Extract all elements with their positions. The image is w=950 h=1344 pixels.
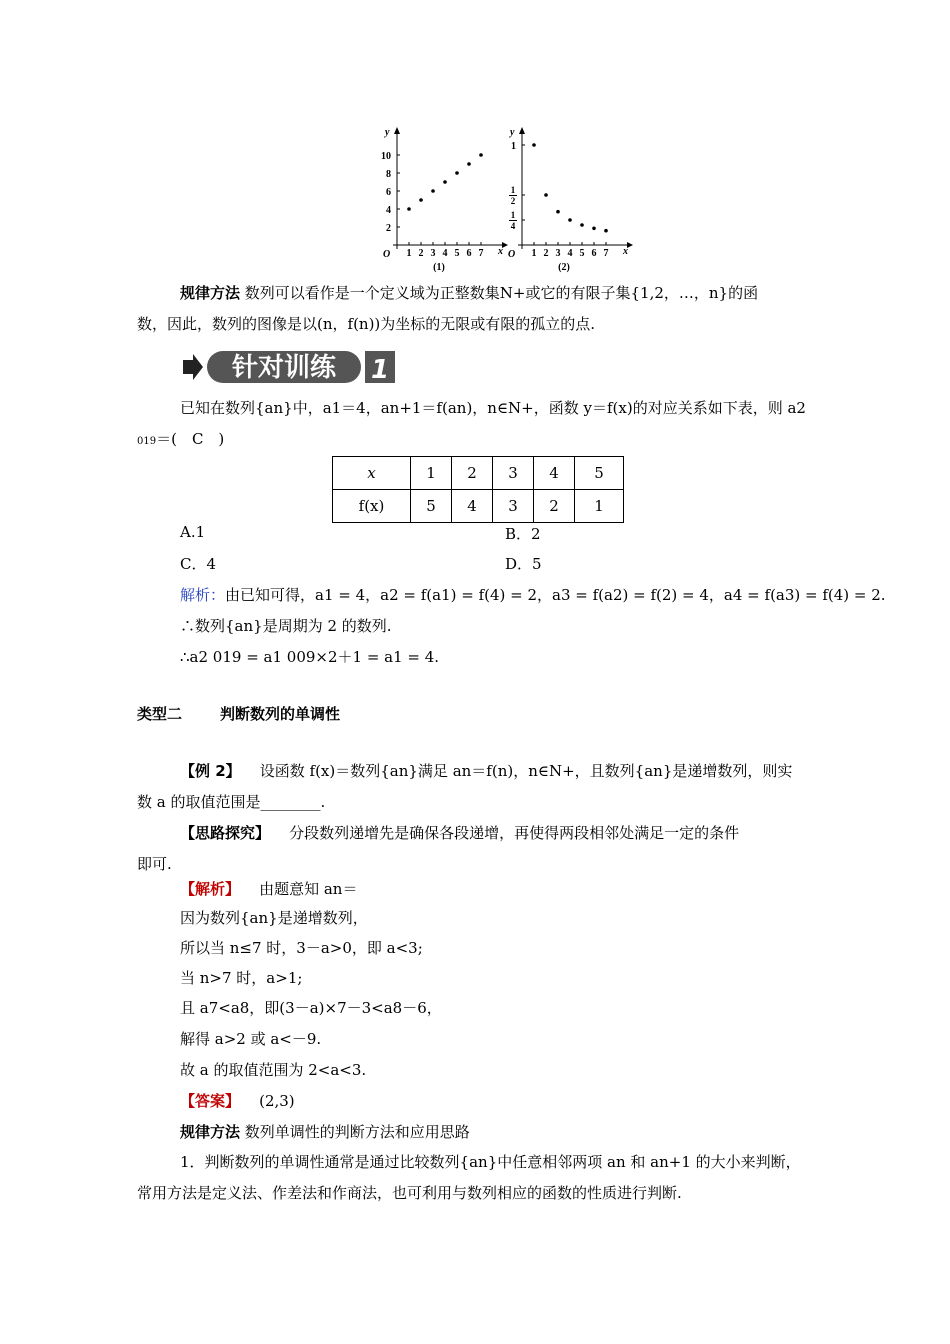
example-text: 设函数 f(x)＝数列{an}满足 an＝f(n)，n∈N+，且数列{an}是递增数列，则实 xyxy=(259,762,793,780)
x-tick-label: 4 xyxy=(567,248,573,259)
table-cell: 1 xyxy=(411,457,452,490)
exercise-answer-bracket: ＝( C ) xyxy=(156,430,225,448)
data-point xyxy=(455,171,459,175)
y-tick-label: 10 xyxy=(381,151,391,162)
y-tick-label-num: 1 xyxy=(510,185,516,195)
x-tick-label: 1 xyxy=(406,248,412,259)
table-cell: 4 xyxy=(534,457,575,490)
section-label: 类型二 xyxy=(137,705,183,723)
method2-heading xyxy=(180,1121,470,1142)
x-tick-label: 3 xyxy=(430,248,436,259)
arrow-icon xyxy=(183,354,203,380)
x-tick-label: 2 xyxy=(418,248,424,259)
data-point xyxy=(580,223,584,227)
example-line2: 数 a 的取值范围是________. xyxy=(137,793,326,811)
table-cell: 3 xyxy=(493,490,534,523)
option-a: A.1 xyxy=(180,523,206,541)
example-line1 xyxy=(180,760,792,781)
scatter-figure-1 xyxy=(365,125,510,275)
data-point xyxy=(467,162,471,166)
table-cell: 5 xyxy=(575,457,624,490)
think-line2: 即可. xyxy=(137,855,172,873)
exercise-line2 xyxy=(137,428,224,449)
x-tick-label: 5 xyxy=(454,248,460,259)
option-c: C．4 xyxy=(180,555,217,573)
analysis-line2: ∴数列{an}是周期为 2 的数列. xyxy=(180,617,392,635)
solution-line1: 因为数列{an}是递增数列， xyxy=(180,909,368,927)
option-b: B．2 xyxy=(505,525,541,543)
data-point xyxy=(479,153,483,157)
method2-title: 数列单调性的判断方法和应用思路 xyxy=(244,1123,470,1141)
analysis-line3: ∴a2 019 = a1 009×2＋1 = a1 = 4. xyxy=(180,648,440,666)
method2-p1-line1: 1．判断数列的单调性通常是通过比较数列{an}中任意相邻两项 an 和 an+1 的大小来判断， xyxy=(180,1153,801,1171)
origin-label: O xyxy=(383,249,391,260)
x-tick-label: 5 xyxy=(579,248,585,259)
y-tick-label-num: 1 xyxy=(510,210,516,220)
section-title: 判断数列的单调性 xyxy=(220,705,341,723)
function-table xyxy=(332,456,624,523)
x-axis-label: x xyxy=(623,246,628,257)
data-point xyxy=(592,227,596,231)
method-label: 规律方法 xyxy=(180,284,241,302)
solution-line3: 当 n>7 时，a>1; xyxy=(180,969,303,987)
method-text-line2: 数，因此，数列的图像是以(n，f(n))为坐标的无限或有限的孤立的点. xyxy=(137,315,596,333)
analysis-label: 解析： xyxy=(180,586,226,604)
y-axis-arrow xyxy=(394,127,400,134)
solution-text: 由题意知 an＝ xyxy=(259,880,358,898)
solution-line0 xyxy=(180,878,357,899)
table-cell: 2 xyxy=(452,457,493,490)
y-axis-arrow xyxy=(519,127,525,134)
x-tick-label: 3 xyxy=(555,248,561,259)
banner-number: 1 xyxy=(370,355,390,385)
answer-label: 【答案】 xyxy=(180,1092,241,1110)
method-paragraph xyxy=(180,282,758,303)
figure-caption: (1) xyxy=(433,262,445,273)
table-row xyxy=(333,457,624,490)
table-cell: 4 xyxy=(452,490,493,523)
analysis-text: 由已知可得，a1 = 4，a2 = f(a1) = f(4) = 2，a3 = f(a2) = f(2) = 4，a4 = f(a3) = f(4) = 2. xyxy=(225,586,886,604)
data-point xyxy=(419,198,423,202)
y-tick-label: 2 xyxy=(386,223,391,234)
analysis-line1 xyxy=(180,584,886,605)
table-cell: 1 xyxy=(575,490,624,523)
think-label: 【思路探究】 xyxy=(180,824,271,842)
x-tick-label: 6 xyxy=(591,248,597,259)
think-text: 分段数列递增先是确保各段递增，再使得两段相邻处满足一定的条件 xyxy=(289,824,740,842)
think-line1 xyxy=(180,822,739,843)
x-tick-label: 7 xyxy=(478,248,484,259)
y-tick-label-den: 4 xyxy=(510,221,516,231)
option-d: D．5 xyxy=(505,555,542,573)
answer-value: (2,3) xyxy=(259,1092,295,1110)
y-tick-label: 6 xyxy=(386,187,391,198)
exercise-subscript: 019 xyxy=(137,436,157,447)
data-point xyxy=(568,218,572,222)
solution-line5: 解得 a>2 或 a<－9. xyxy=(180,1030,322,1048)
y-tick-label: 1 xyxy=(511,141,516,152)
x-tick-label: 6 xyxy=(466,248,472,259)
training-banner xyxy=(183,348,397,386)
x-tick-label: 2 xyxy=(543,248,549,259)
data-point xyxy=(407,207,411,211)
y-tick-label: 4 xyxy=(386,205,391,216)
table-cell: 3 xyxy=(493,457,534,490)
scatter-figure-2 xyxy=(500,125,635,275)
x-axis-label: x xyxy=(498,246,503,257)
data-point xyxy=(443,180,447,184)
table-cell: f(x) xyxy=(333,490,411,523)
table-cell: 2 xyxy=(534,490,575,523)
answer-line xyxy=(180,1090,295,1111)
solution-line4: 且 a7<a8，即(3－a)×7－3<a8－6， xyxy=(180,999,442,1017)
example-label: 【例 2】 xyxy=(180,762,241,780)
data-point xyxy=(544,193,548,197)
method2-label: 规律方法 xyxy=(180,1123,241,1141)
y-axis-label: y xyxy=(385,127,390,138)
origin-label: O xyxy=(508,249,516,260)
data-point xyxy=(556,210,560,214)
exercise-line1: 已知在数列{an}中，a1＝4，an+1＝f(an)，n∈N+，函数 y＝f(x)的对应关系如下表，则 a2 xyxy=(180,399,806,417)
y-axis-label: y xyxy=(510,127,515,138)
banner-text: 针对训练 xyxy=(231,353,337,383)
solution-label: 【解析】 xyxy=(180,880,241,898)
data-point xyxy=(532,143,536,147)
x-tick-label: 1 xyxy=(531,248,537,259)
y-tick-label: 8 xyxy=(386,169,391,180)
table-cell: 5 xyxy=(411,490,452,523)
method-text-line1: 数列可以看作是一个定义域为正整数集N+或它的有限子集{1,2，…，n}的函 xyxy=(244,284,759,302)
table-row xyxy=(333,490,624,523)
table-cell: x xyxy=(333,457,411,490)
x-tick-label: 4 xyxy=(442,248,448,259)
figure-caption: (2) xyxy=(558,262,570,273)
solution-line6: 故 a 的取值范围为 2<a<3. xyxy=(180,1061,367,1079)
x-tick-label: 7 xyxy=(603,248,609,259)
method2-p1-line2: 常用方法是定义法、作差法和作商法，也可利用与数列相应的函数的性质进行判断. xyxy=(137,1184,682,1202)
data-point xyxy=(604,229,608,233)
solution-line2: 所以当 n≤7 时，3－a>0，即 a<3; xyxy=(180,939,423,957)
data-point xyxy=(431,189,435,193)
y-tick-label-den: 2 xyxy=(510,196,516,206)
